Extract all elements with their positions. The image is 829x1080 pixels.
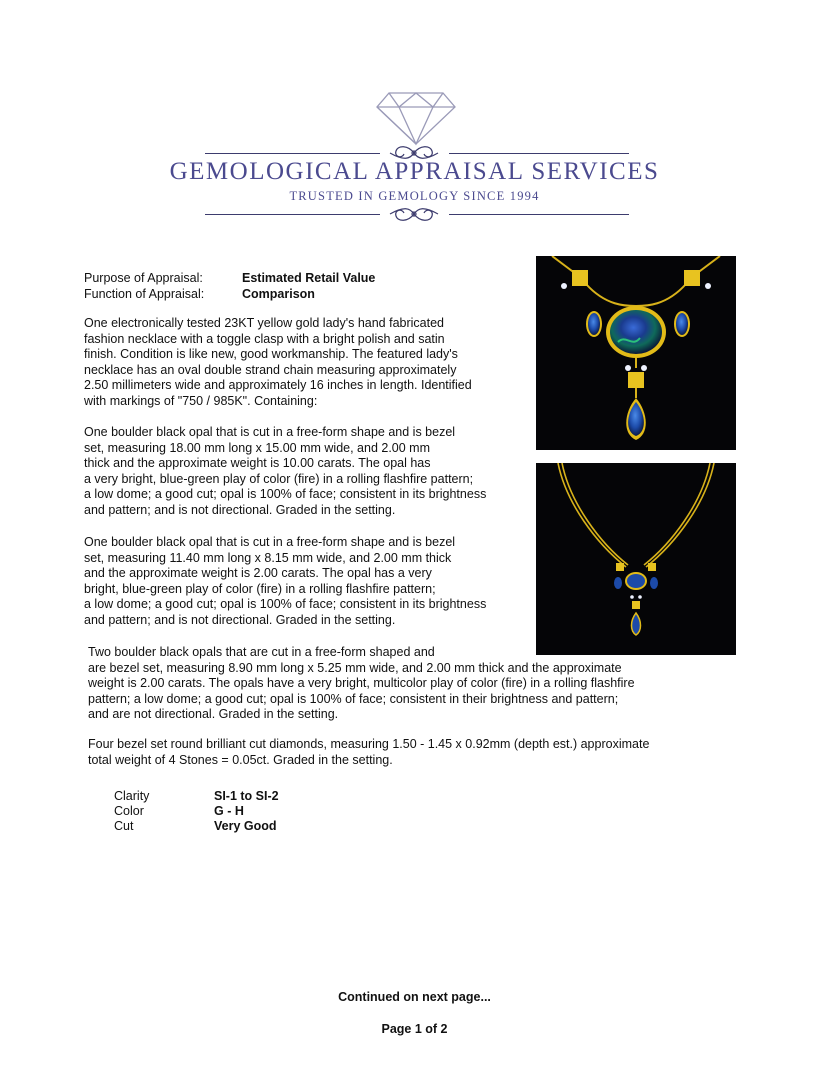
purpose-row	[84, 270, 375, 286]
color-row	[114, 803, 244, 819]
function-row	[84, 286, 315, 302]
continued-note: Continued on next page...	[338, 990, 491, 1004]
text-line: and are not directional. Graded in the setting.	[88, 707, 339, 722]
cut-row	[114, 818, 277, 834]
text-line: Four bezel set round brilliant cut diamonds, measuring 1.50 - 1.45 x 0.92mm (depth est.) approximate	[88, 737, 650, 751]
header-top-rule-right	[449, 153, 629, 154]
description-paragraph	[84, 316, 472, 410]
opal-1-paragraph	[84, 425, 486, 519]
text-line: Two boulder black opals that are cut in a free-form shaped and	[88, 645, 435, 659]
clarity-row	[114, 788, 279, 804]
header-bottom-rule	[205, 214, 380, 215]
opal-drop-stone	[632, 613, 641, 635]
text-line: pattern; a low dome; a good cut; opal is 100% of face; consistent in their brightness and pattern;	[88, 691, 619, 706]
text-line: finish. Condition is like new, good workmanship. The featured lady's	[84, 347, 458, 362]
opal-2-paragraph	[84, 535, 486, 629]
spec-value: Very Good	[214, 819, 277, 833]
text-line: are bezel set, measuring 8.90 mm long x 5.25 mm wide, and 2.00 mm thick and the approximate	[88, 660, 622, 675]
scroll-ornament-bottom-icon	[386, 204, 442, 224]
necklace-full-photo	[536, 463, 736, 655]
function-value: Comparison	[242, 287, 315, 301]
opal-side-stone	[676, 313, 688, 335]
text-line: weight is 2.00 carats. The opals have a very bright, multicolor play of color (fire) in a rolling flashfire	[88, 676, 635, 691]
text-line: a low dome; a good cut; opal is 100% of face; consistent in its brightness	[84, 597, 487, 612]
gold-bead	[684, 270, 700, 286]
text-line: thick and the approximate weight is 10.00 carats. The opal has	[84, 456, 431, 471]
text-line: set, measuring 11.40 mm long x 8.15 mm wide, and 2.00 mm thick	[84, 550, 452, 565]
text-line: fashion necklace with a toggle clasp with a bright polish and satin	[84, 331, 445, 346]
spec-label: Color	[114, 804, 144, 818]
text-line: One boulder black opal that is cut in a free-form shape and is bezel	[84, 535, 456, 549]
text-line: a low dome; a good cut; opal is 100% of face; consistent in its brightness	[84, 487, 487, 502]
purpose-label: Purpose of Appraisal:	[84, 271, 203, 285]
function-label: Function of Appraisal:	[84, 287, 205, 301]
text-line: and pattern; and is not directional. Graded in the setting.	[84, 502, 396, 517]
spec-label: Clarity	[114, 789, 150, 803]
brand-name: GEMOLOGICAL APPRAISAL SERVICES	[169, 158, 660, 185]
text-line: a very bright, blue-green play of color (fire) in a rolling flashfire pattern;	[84, 471, 474, 486]
text-line: and pattern; and is not directional. Graded in the setting.	[84, 612, 396, 627]
text-line: and the approximate weight is 2.00 carats. The opal has a very	[84, 566, 432, 581]
text-line: One electronically tested 23KT yellow gold lady's hand fabricated	[84, 316, 445, 330]
opal-stone	[610, 310, 662, 354]
diamond-logo-icon	[375, 90, 457, 146]
opal-3-paragraph	[88, 645, 635, 723]
spec-value: G - H	[214, 804, 244, 818]
text-line: total weight of 4 Stones = 0.05ct. Graded in the setting.	[88, 752, 393, 767]
text-line: with markings of "750 / 985K". Containing:	[84, 393, 318, 408]
brand-tagline: TRUSTED IN GEMOLOGY SINCE 1994	[289, 189, 540, 203]
header-bottom-rule-right	[449, 214, 629, 215]
diamond-paragraph	[88, 737, 649, 768]
text-line: necklace has an oval double strand chain measuring approximately	[84, 362, 457, 377]
text-line: set, measuring 18.00 mm long x 15.00 mm wide, and 2.00 mm	[84, 440, 430, 455]
spec-value: SI-1 to SI-2	[214, 789, 279, 803]
purpose-value: Estimated Retail Value	[242, 271, 376, 285]
spec-label: Cut	[114, 819, 134, 833]
opal-side-stone	[588, 313, 600, 335]
text-line: One boulder black opal that is cut in a free-form shape and is bezel	[84, 425, 456, 439]
opal-stone	[627, 574, 645, 588]
necklace-closeup-photo	[536, 256, 736, 450]
text-line: 2.50 millimeters wide and approximately 16 inches in length. Identified	[84, 378, 472, 393]
header-top-rule	[205, 153, 380, 154]
gold-bead	[572, 270, 588, 286]
page-number: Page 1 of 2	[381, 1022, 448, 1036]
text-line: bright, blue-green play of color (fire) in a rolling flashfire pattern;	[84, 581, 436, 596]
